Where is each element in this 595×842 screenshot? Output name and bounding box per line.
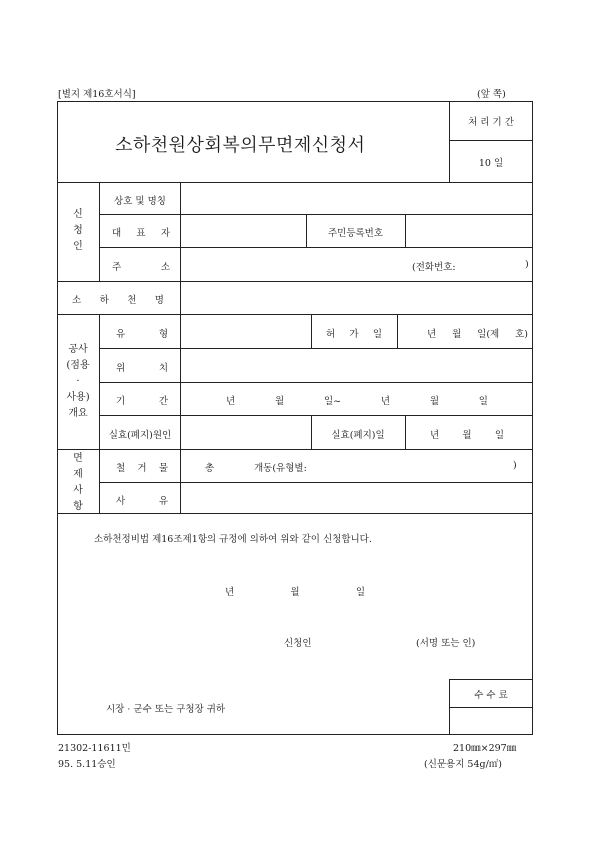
business-name-label: 상호 및 명칭 <box>114 196 166 207</box>
facility-type-close: ) <box>513 460 517 471</box>
form-title: 소하천원상회복의무면제신청서 <box>115 135 366 156</box>
stream-name-label: 소 하 천 명 <box>72 295 164 306</box>
facility-type-label: 개동(유형별: <box>254 463 307 474</box>
resident-number-field[interactable] <box>407 216 531 245</box>
fee-label: 수 수 료 <box>474 690 508 701</box>
form-code: 21302-11611민 <box>58 743 131 754</box>
phone-label: (전화번호: <box>412 262 456 273</box>
reason-field[interactable] <box>182 484 531 511</box>
period-label: 기 간 <box>116 396 168 407</box>
applicant-signer-label: 신청인 <box>284 638 312 649</box>
paper-size: 210㎜×297㎜ <box>453 743 517 754</box>
approval-date: 95. 5.11승인 <box>58 759 116 770</box>
paper-type: (신문용지 54g/㎡) <box>424 759 503 770</box>
facility-total-label: 총 <box>205 463 215 474</box>
invalidation-cause-label: 실효(폐지)원인 <box>108 430 172 441</box>
application-date[interactable]: 년 월 일 <box>225 587 365 598</box>
business-name-field[interactable] <box>182 184 531 212</box>
applicant-group-label: 신 청 인 <box>73 209 83 252</box>
fee-field[interactable] <box>451 709 531 733</box>
exemption-group-label: 면 제 사 항 <box>73 453 83 512</box>
permit-date-value[interactable]: 년 월 일(제 호) <box>427 329 528 340</box>
phone-close: ) <box>525 259 529 270</box>
type-label: 유 형 <box>116 329 168 340</box>
processing-period-label: 처 리 기 간 <box>468 117 514 128</box>
signature-placeholder[interactable]: (서명 또는 인) <box>416 638 476 649</box>
stream-name-field[interactable] <box>182 283 531 312</box>
representative-label: 대 표 자 <box>112 228 170 239</box>
construction-group-label: 공사 (점용 · 사용) 개요 <box>66 344 90 419</box>
resident-number-label: 주민등록번호 <box>327 228 384 239</box>
reason-label: 사 유 <box>116 496 168 507</box>
address-label: 주 소 <box>112 262 170 273</box>
address-field[interactable] <box>182 249 402 279</box>
invalidation-cause-field[interactable] <box>182 417 309 447</box>
processing-period-value: 10 일 <box>478 158 504 169</box>
type-field[interactable] <box>182 316 309 346</box>
period-value[interactable]: 년 월 일~ 년 월 일 <box>226 396 488 407</box>
representative-field[interactable] <box>182 216 304 245</box>
location-label: 위 치 <box>116 363 168 374</box>
statement-text: 소하천정비법 제16조제1항의 규정에 의하여 위와 같이 신청합니다. <box>94 534 372 545</box>
invalidation-date-value[interactable]: 년 월 일 <box>430 430 504 441</box>
form-number: [별지 제16호서식] <box>58 89 136 100</box>
page-side-label: (앞 쪽) <box>477 89 506 100</box>
addressee: 시장 · 군수 또는 구청장 귀하 <box>106 704 226 715</box>
facility-label: 철 거 물 <box>116 463 168 474</box>
invalidation-date-label: 실효(폐지)일 <box>331 430 385 441</box>
location-field[interactable] <box>182 350 531 380</box>
permit-date-label: 허 가 일 <box>326 329 382 340</box>
